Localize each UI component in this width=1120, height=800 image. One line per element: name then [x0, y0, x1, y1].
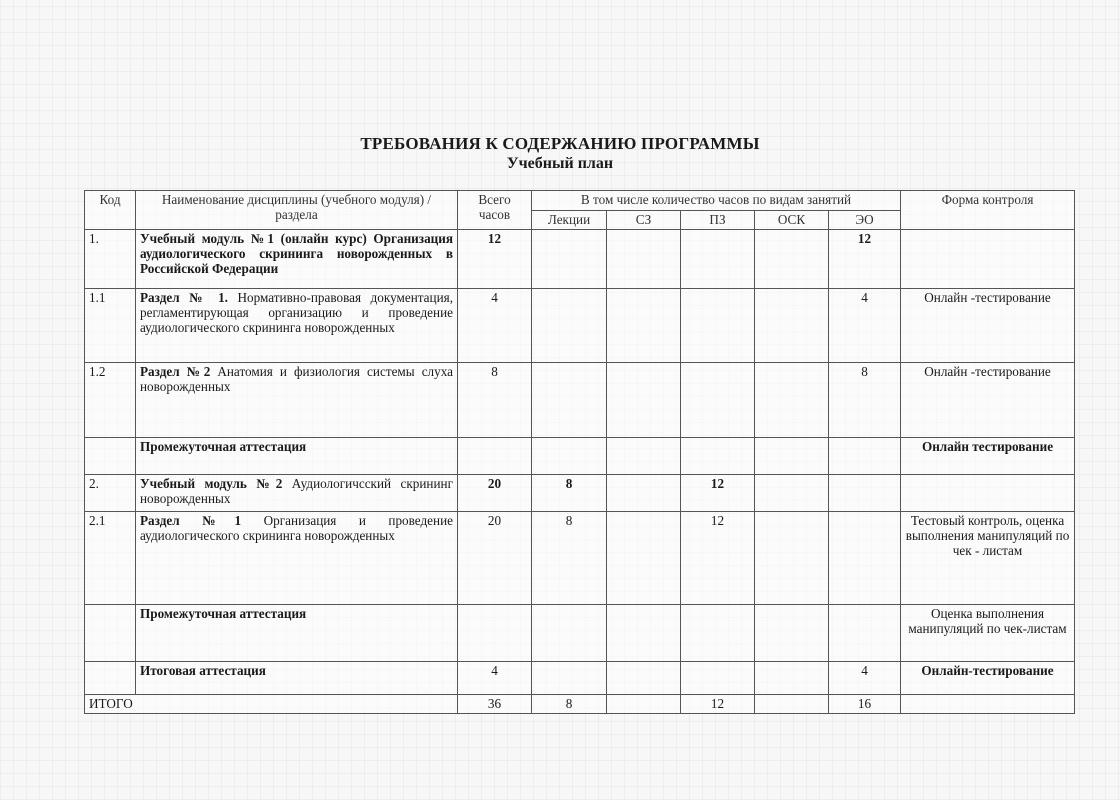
- row-control: Тестовый контроль, оценка выполнения манипуляций по чек - листам: [901, 512, 1075, 605]
- row-sz: [607, 230, 681, 289]
- row-lectures: [532, 363, 607, 438]
- row-sz: [607, 662, 681, 695]
- total-hours: 36: [458, 695, 532, 714]
- row-eo: [829, 475, 901, 512]
- table-row: [85, 230, 1075, 289]
- row-lectures: [532, 605, 607, 662]
- row-osk: [755, 363, 829, 438]
- row-name: [136, 605, 458, 662]
- row-osk: [755, 605, 829, 662]
- row-name: [136, 662, 458, 695]
- header-osk: ОСК: [755, 211, 829, 230]
- row-name-rest: Нормативно-правовая документация, регламентирующая организацию и проведение аудиологического скрининга новорожденных: [140, 290, 454, 335]
- row-name: [136, 512, 458, 605]
- row-name-bold: Учебный модуль №2: [140, 476, 283, 491]
- total-lectures: 8: [532, 695, 607, 714]
- row-control: Онлайн тестирование: [901, 438, 1075, 475]
- table-row: [85, 438, 1075, 475]
- header-sz: СЗ: [607, 211, 681, 230]
- row-name-bold: Промежуточная аттестация: [140, 439, 307, 454]
- row-name-rest: Аудиологичсский скрининг новорожденных: [140, 476, 454, 506]
- row-control: Онлайн -тестирование: [901, 363, 1075, 438]
- total-control: [901, 695, 1075, 714]
- row-code: 2.: [85, 475, 136, 512]
- row-name: [136, 475, 458, 512]
- table-row: [85, 662, 1075, 695]
- row-osk: [755, 230, 829, 289]
- row-osk: [755, 662, 829, 695]
- page-title: ТРЕБОВАНИЯ К СОДЕРЖАНИЮ ПРОГРАММЫ: [360, 134, 760, 153]
- row-sz: [607, 438, 681, 475]
- header-lectures: Лекции: [532, 211, 607, 230]
- row-osk: [755, 438, 829, 475]
- row-name-bold: Учебный модуль №1 (онлайн курс) Организация аудиологического скрининга новорожденных в Российской Федерации: [140, 231, 453, 276]
- row-code: 1.: [85, 230, 136, 289]
- total-row: [85, 695, 1075, 714]
- row-code: 1.1: [85, 289, 136, 363]
- table-row: [85, 363, 1075, 438]
- row-pz: [681, 230, 755, 289]
- table-row: [85, 605, 1075, 662]
- row-name-bold: Раздел №2: [140, 364, 211, 379]
- row-name-bold: Раздел № 1.: [140, 290, 228, 305]
- header-total: Всего часов: [458, 191, 532, 230]
- total-pz: 12: [681, 695, 755, 714]
- total-osk: [755, 695, 829, 714]
- total-label: ИТОГО: [85, 695, 458, 714]
- table-header-row: [85, 191, 1075, 211]
- row-lectures: 8: [532, 512, 607, 605]
- header-name: Наименование дисциплины (учебного модуля) / раздела: [136, 191, 458, 230]
- row-sz: [607, 475, 681, 512]
- row-code: 1.2: [85, 363, 136, 438]
- row-sz: [607, 363, 681, 438]
- row-name-rest: Организация и проведение аудиологического скрининга новорожденных: [140, 513, 453, 543]
- row-total: 20: [458, 512, 532, 605]
- row-sz: [607, 289, 681, 363]
- row-sz: [607, 605, 681, 662]
- header-eo: ЭО: [829, 211, 901, 230]
- table-row: [85, 512, 1075, 605]
- row-eo: 4: [829, 289, 901, 363]
- row-pz: [681, 289, 755, 363]
- row-osk: [755, 289, 829, 363]
- row-lectures: 8: [532, 475, 607, 512]
- row-pz: 12: [681, 512, 755, 605]
- row-name: [136, 363, 458, 438]
- row-total: 8: [458, 363, 532, 438]
- row-control: Оценка выполнения манипуляций по чек-листам: [901, 605, 1075, 662]
- row-control: Онлайн -тестирование: [901, 289, 1075, 363]
- row-eo: [829, 512, 901, 605]
- row-name-rest: Анатомия и физиология системы слуха новорожденных: [140, 364, 453, 394]
- row-total: 4: [458, 289, 532, 363]
- row-name: [136, 438, 458, 475]
- row-total: 4: [458, 662, 532, 695]
- header-group: В том числе количество часов по видам занятий: [532, 191, 901, 211]
- row-eo: 12: [829, 230, 901, 289]
- row-lectures: [532, 230, 607, 289]
- row-name: [136, 230, 458, 289]
- total-eo: 16: [829, 695, 901, 714]
- row-osk: [755, 475, 829, 512]
- row-lectures: [532, 289, 607, 363]
- total-sz: [607, 695, 681, 714]
- row-osk: [755, 512, 829, 605]
- curriculum-table: [84, 190, 1075, 714]
- row-total: [458, 438, 532, 475]
- row-eo: 8: [829, 363, 901, 438]
- row-name-bold: Раздел №1: [140, 513, 242, 528]
- row-name-bold: Итоговая аттестация: [140, 663, 266, 678]
- row-name: [136, 289, 458, 363]
- row-sz: [607, 512, 681, 605]
- row-control: Онлайн-тестирование: [901, 662, 1075, 695]
- header-pz: ПЗ: [681, 211, 755, 230]
- row-code: [85, 662, 136, 695]
- table-row: [85, 475, 1075, 512]
- row-code: [85, 438, 136, 475]
- row-name-bold: Промежуточная аттестация: [140, 606, 307, 621]
- row-total: 12: [458, 230, 532, 289]
- row-eo: [829, 438, 901, 475]
- row-eo: [829, 605, 901, 662]
- row-pz: [681, 662, 755, 695]
- row-code: 2.1: [85, 512, 136, 605]
- header-code: Код: [85, 191, 136, 230]
- row-pz: [681, 438, 755, 475]
- header-control: Форма контроля: [901, 191, 1075, 230]
- row-code: [85, 605, 136, 662]
- row-total: 20: [458, 475, 532, 512]
- row-pz: [681, 605, 755, 662]
- row-lectures: [532, 662, 607, 695]
- row-pz: [681, 363, 755, 438]
- row-pz: 12: [681, 475, 755, 512]
- row-control: [901, 230, 1075, 289]
- row-eo: 4: [829, 662, 901, 695]
- row-lectures: [532, 438, 607, 475]
- row-total: [458, 605, 532, 662]
- row-control: [901, 475, 1075, 512]
- page-subtitle: Учебный план: [506, 155, 614, 172]
- table-row: [85, 289, 1075, 363]
